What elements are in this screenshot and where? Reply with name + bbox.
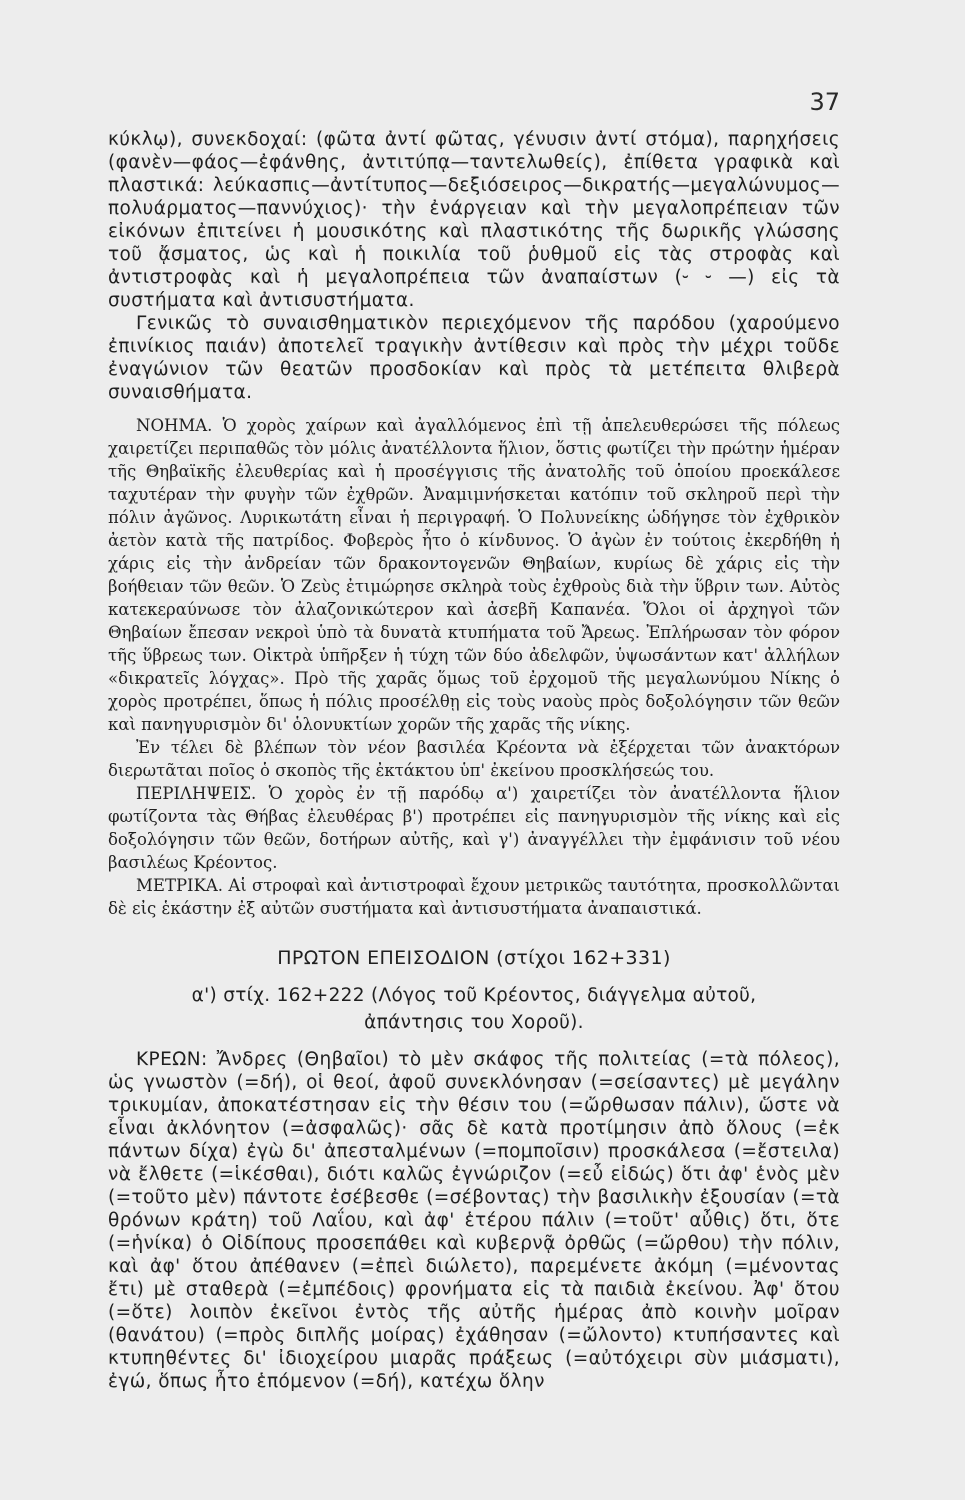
section-subheading-cont: ἀπάντησις του Χοροῦ).: [364, 1012, 584, 1033]
spacer: [108, 404, 840, 414]
spacer: [108, 1036, 840, 1048]
summaries-label: ΠΕΡΙΛΗΨΕΙΣ.: [136, 784, 257, 803]
summaries-text: Ὁ χορὸς ἐν τῇ παρόδῳ α') χαιρετίζει τὸν ἀνατέλλοντα ἥλιον φωτίζοντα τὰς Θήβας ἐλευθέρας β') προτρέπει εἰς πανηγυρισμὸν τῆς νίκης καὶ εἰς δοξολόγησιν τῶν θεῶν, δοτήρων αὐτῆς, καὶ γ') ἀναγγέλλει τὴν ἐμφάνισιν τοῦ νέου βασιλέως Κρέοντος.: [108, 784, 840, 872]
spacer: [108, 970, 840, 982]
metrics-paragraph: [108, 874, 840, 920]
summaries-paragraph: [108, 782, 840, 874]
creon-speech: ΚΡΕΩΝ: Ἄνδρες (Θηβαῖοι) τὸ μὲν σκάφος τῆς πολιτείας (=τὰ πόλεος), ὡς γνωστὸν (=δή), οἱ θεοί, ἀφοῦ συνεκλόνησαν (=σείσαντες) μὲ μεγάλην τρικυμίαν, ἀποκατέστησαν εἰς τὴν θέσιν του (=ὤρθωσαν πάλιν), ὥστε νὰ εἶναι ἀκλόνητον (=ἀσφαλῶς)· σᾶς δὲ κατὰ προτίμησιν ἀπὸ ὅλους (=ἐκ πάντων δίχα) ἐγὼ δι' ἀπεσταλμένων (=πομποῖσιν) προσκάλεσα (=ἔστειλα) νὰ ἔλθετε (=ἱκέσθαι), διότι καλῶς ἐγνώριζον (=εὖ εἰδώς) ὅτι ἀφ' ἑνὸς μὲν (=τοῦτο μὲν) πάντοτε ἐσέβεσθε (=σέβοντας) τὴν βασιλικὴν ἐξουσίαν (=τὰ θρόνων κράτη) τοῦ Λαΐου, καὶ ἀφ' ἑτέρου πάλιν (=τοῦτ' αὖθις) ὅτι, ὅτε (=ἡνίκα) ὁ Οἰδίπους προσεπάθει καὶ κυβερνᾷ ὀρθῶς (=ὤρθου) τὴν πόλιν, καὶ ἀφ' ὅτου ἀπέθανεν (=ἐπεὶ διώλετο), παρεμένετε ἀκόμη (=μένοντας ἔτι) μὲ σταθερὰ (=ἐμπέδοις) φρονήματα εἰς τὰ παιδιὰ ἐκείνου. Ἀφ' ὅτου (=ὅτε) λοιπὸν ἐκεῖνοι ἐντὸς τῆς αὐτῆς ἡμέρας ἀπὸ κοινὴν μοῖραν (θανάτου) (=πρὸς διπλῆς μοίρας) ἐχάθησαν (=ὤλοντο) κτυπήσαντες καὶ κτυπηθέντες δι' ἰδιοχείρου μιαρᾶς πράξεως (=αὐτόχειρι σὺν μιάσματι), ἐγώ, ὅπως ἦτο ἑπόμενον (=δή), κατέχω ὅλην: [108, 1049, 840, 1392]
noema-text: Ὁ χορὸς χαίρων καὶ ἀγαλλόμενος ἐπὶ τῇ ἀπελευθερώσει τῆς πόλεως χαιρετίζει περιπαθῶς τὸν μόλις ἀνατέλλοντα ἥλιον, ὅστις φωτίζει τὴν πρώτην ἡμέραν τῆς Θηβαϊκῆς ἐλευθερίας καὶ ἡ προσέγγισις τῆς ἀνατολῆς τοῦ ὁποίου προεκάλεσε ταχυτέραν τὴν φυγὴν τῶν ἐχθρῶν. Ἀναμιμνήσκεται κατόπιν τοῦ σκληροῦ περὶ τὴν πόλιν ἀγῶνος. Λυρικωτάτη εἶναι ἡ περιγραφή. Ὁ Πολυνείκης ὡδήγησε τὸν ἐχθρικὸν ἀετὸν κατὰ τῆς πατρίδος. Φοβερὸς ἦτο ὁ κίνδυνος. Ὁ ἀγὼν ἐν τούτοις ἐκερδήθη ἡ χάρις εἰς τὴν ἀνδρείαν τῶν δρακοντογενῶν Θηβαίων, κυρίως δὲ χάρις εἰς τὴν βοήθειαν τῶν θεῶν. Ὁ Ζεὺς ἐτιμώρησε σκληρὰ τοὺς ἐχθροὺς διὰ τὴν ὕβριν των. Αὐτὸς κατεκεραύνωσε τὸν ἀλαζονικώτερον καὶ ἀσεβῆ Καπανέα. Ὅλοι οἱ ἀρχηγοὶ τῶν Θηβαίων ἔπεσαν νεκροὶ ὑπὸ τὰ δυνατὰ κτυπήματα τοῦ Ἄρεως. Ἐπλήρωσαν τὸν φόρον τῆς ὕβρεως των. Οἰκτρὰ ὑπῆρξεν ἡ τύχη τῶν δύο ἀδελφῶν, ὑψωσάντων κατ' ἀλλήλων «δικρατεῖς λόγχας». Πρὸ τῆς χαρᾶς ὅμως τοῦ ἐρχομοῦ τῆς μεγαλωνύμου Νίκης ὁ χορὸς προτρέπει, ὅπως ἡ πόλις προσέλθῃ εἰς τοὺς ναοὺς πρὸς δοξολόγησιν τῶν θεῶν καὶ πανηγυρισμὸν δι' ὁλονυκτίων χορῶν τῆς χαρᾶς τῆς νίκης.: [108, 416, 840, 734]
section-heading: ΠΡΩΤΟΝ ΕΠΕΙΣΟΔΙΟΝ (στίχοι 162+331): [277, 947, 671, 969]
noema-paragraph-end: Ἐν τέλει δὲ βλέπων τὸν νέον βασιλέα Κρέοντα νὰ ἐξέρχεται τῶν ἀνακτόρων διερωτᾶται ποῖος ὁ σκοπὸς τῆς ἐκτάκτου ὑπ' ἐκείνου προσκλήσεώς του.: [108, 738, 840, 780]
commentary-paragraph-general: Γενικῶς τὸ συναισθηματικὸν περιεχόμενον τῆς παρόδου (χαρούμενο ἐπινίκιος παιάν) ἀποτελεῖ τραγικὴν ἀντίθεσιν καὶ πρὸς τὴν μέχρι τοῦδε ἐναγώνιον τῶν θεατῶν προσδοκίαν καὶ πρὸς τὰ μετέπειτα θλιβερὰ συναισθήματα.: [108, 313, 840, 403]
noema-label: ΝΟΗΜΑ.: [136, 416, 213, 435]
spacer: [108, 920, 840, 946]
metrics-text: Αἱ στροφαὶ καὶ ἀντιστροφαὶ ἔχουν μετρικῶς ταυτότητα, προσκολλῶνται δὲ εἰς ἑκάστην ἐξ αὐτῶν συστήματα καὶ ἀντισυστήματα ἀναπαιστικά.: [108, 876, 840, 918]
page-number: 37: [809, 88, 840, 116]
page-content: [108, 128, 840, 1393]
noema-paragraph: [108, 414, 840, 736]
metrics-label: ΜΕΤΡΙΚΑ.: [136, 876, 224, 895]
commentary-paragraph: κύκλῳ), συνεκδοχαί: (φῶτα ἀντί φῶτας, γένυσιν ἀντί στόμα), παρηχήσεις (φανὲν—φάος—ἐφάνθης, ἀντιτύπᾳ—ταντελωθείς), ἐπίθετα γραφικὰ καὶ πλαστικά: λεύκασπις—ἀντίτυπος—δεξιόσειρος—δικρατής—μεγαλώνυμος—πολυάρματος—παννύχιος)· τὴν ἐνάργειαν καὶ τὴν μεγαλοπρέπειαν τῶν εἰκόνων ἐπιτείνει ἡ μουσικότης καὶ πλαστικότης τῆς δωρικῆς γλώσσης τοῦ ᾄσματος, ὡς καὶ ἡ ποικιλία τοῦ ῥυθμοῦ εἰς τὰς στροφὰς καὶ ἀντιστροφὰς καὶ ἡ μεγαλοπρέπεια τῶν ἀναπαίστων (⏑ ⏑ —) εἰς τὰ συστήματα καὶ ἀντισυστήματα.: [108, 129, 840, 311]
section-subheading: α') στίχ. 162+222 (Λόγος τοῦ Κρέοντος, διάγγελμα αὐτοῦ,: [191, 985, 757, 1006]
